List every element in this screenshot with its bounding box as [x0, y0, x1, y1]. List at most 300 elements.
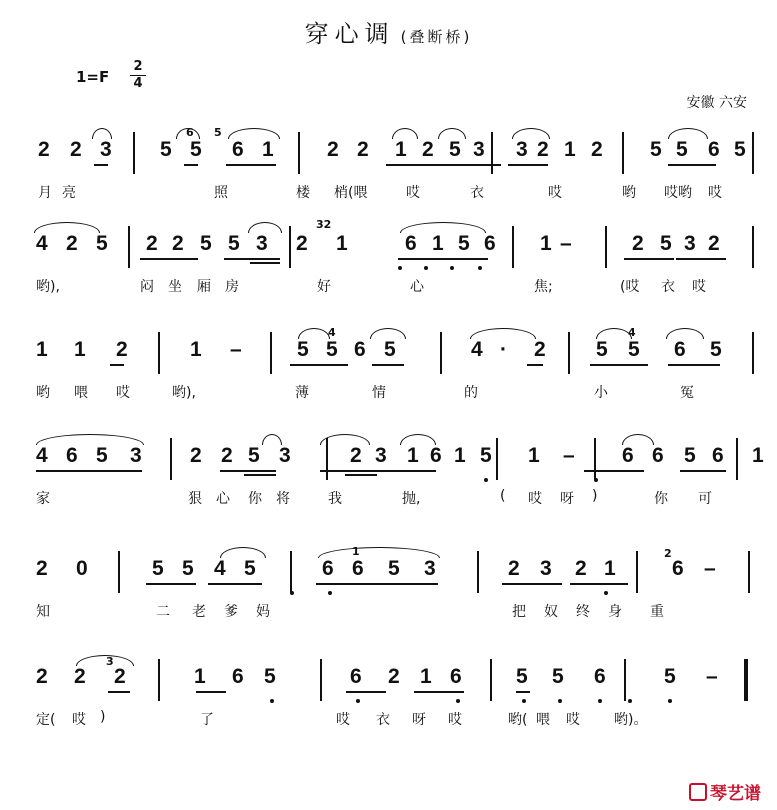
lyric-word: 的: [464, 385, 478, 401]
slur-arc: [470, 328, 536, 339]
slur-arc: [400, 222, 486, 233]
note: 5: [190, 138, 202, 161]
note: 5: [264, 665, 276, 688]
duration-underline: [316, 583, 438, 585]
final-barline: [744, 659, 748, 701]
note: –: [704, 557, 716, 580]
octave-dot: [604, 591, 608, 595]
barline: [440, 332, 442, 374]
lyric-word: 喂: [536, 712, 550, 728]
lyric-word: 奴: [544, 604, 558, 620]
lyric-word: 哎哟: [664, 185, 692, 201]
notes-line: [0, 338, 777, 378]
lyric-word: 喂: [74, 385, 88, 401]
lyric-word: 小: [594, 385, 608, 401]
note: 6: [430, 444, 442, 467]
octave-dot: [424, 266, 428, 270]
watermark: [689, 779, 761, 804]
song-origin: 安徽 六安: [686, 95, 747, 111]
duration-underline: [346, 691, 386, 693]
lyric-word: 月: [38, 185, 52, 201]
lyric-word: (: [500, 488, 506, 504]
lyric-word: ): [592, 488, 598, 504]
note: 5: [660, 232, 672, 255]
lyric-word: 心: [410, 279, 424, 295]
octave-dot: [598, 699, 602, 703]
lyric-word: 哎: [116, 385, 130, 401]
note: 6: [652, 444, 664, 467]
slur-arc: [622, 434, 654, 445]
note: 5: [200, 232, 212, 255]
notes-line: [0, 665, 777, 705]
note: –: [706, 665, 718, 688]
octave-dot: [290, 591, 294, 595]
lyric-word: 哎: [336, 712, 350, 728]
note: 5: [388, 557, 400, 580]
barline: [496, 438, 498, 480]
barline: [320, 659, 322, 701]
slur-arc: [262, 434, 282, 445]
lyric-word: 哟)。: [614, 712, 648, 728]
duration-underline: [184, 164, 198, 166]
note: 5: [710, 338, 722, 361]
octave-dot: [398, 266, 402, 270]
duration-underline: [320, 470, 436, 472]
lyric-word: 你: [654, 491, 668, 507]
duration-underline: [676, 258, 726, 260]
barline: [624, 659, 626, 701]
duration-underline: [398, 258, 488, 260]
lyric-word: 亮: [62, 185, 76, 201]
note: 2: [422, 138, 434, 161]
lyric-word: 身: [608, 604, 622, 620]
barline: [490, 659, 492, 701]
slur-arc: [318, 547, 440, 558]
barline: [491, 132, 493, 174]
slur-arc: [666, 328, 704, 339]
duration-underline: [226, 164, 276, 166]
grace-note: 4: [628, 326, 636, 339]
barline: [568, 332, 570, 374]
note: 1: [454, 444, 466, 467]
note: 5: [449, 138, 461, 161]
lyrics-line: [0, 382, 777, 404]
note: 2: [537, 138, 549, 161]
barline: [128, 226, 130, 268]
duration-underline: [196, 691, 226, 693]
lyric-word: 将: [276, 491, 290, 507]
grace-note: 4: [328, 326, 336, 339]
duration-underline: [36, 470, 142, 472]
note: 2: [575, 557, 587, 580]
lyric-word: 把: [512, 604, 526, 620]
lyric-word: 重: [650, 604, 664, 620]
lyric-word: 衣: [376, 712, 390, 728]
note: 6: [594, 665, 606, 688]
note: 6: [66, 444, 78, 467]
octave-dot: [558, 699, 562, 703]
slur-arc: [34, 222, 100, 233]
lyric-word: 定(: [36, 712, 56, 728]
note: 2: [66, 232, 78, 255]
lyric-word: 可: [698, 491, 712, 507]
lyrics-line: [0, 276, 777, 298]
title-main: 穿心调: [304, 20, 395, 48]
note: 5: [228, 232, 240, 255]
barline: [736, 438, 738, 480]
barline: [118, 551, 120, 593]
lyric-word: 哎: [566, 712, 580, 728]
duration-underline: [502, 583, 562, 585]
note: 2: [591, 138, 603, 161]
note: 5: [458, 232, 470, 255]
note: 2: [74, 665, 86, 688]
note: 3: [256, 232, 268, 255]
note: 2: [116, 338, 128, 361]
note: 5: [552, 665, 564, 688]
duration-underline: [680, 470, 726, 472]
lyric-word: 哎: [548, 185, 562, 201]
lyric-word: 狠: [188, 491, 202, 507]
barline: [270, 332, 272, 374]
note: 1: [420, 665, 432, 688]
note: 2: [296, 232, 308, 255]
slur-arc: [400, 434, 436, 445]
note: 3: [684, 232, 696, 255]
note: 6: [450, 665, 462, 688]
lyrics-line: [0, 488, 777, 510]
lyric-word: 抛,: [402, 491, 421, 507]
lyric-word: 老: [192, 604, 206, 620]
note: 5: [684, 444, 696, 467]
note: 3: [375, 444, 387, 467]
barline: [158, 659, 160, 701]
note: 2: [38, 138, 50, 161]
logo-icon: [689, 783, 707, 801]
slur-arc: [92, 128, 112, 139]
note: 1: [194, 665, 206, 688]
note: –: [563, 444, 575, 467]
lyric-word: 哎: [708, 185, 722, 201]
note: 3: [540, 557, 552, 580]
note: 6: [322, 557, 334, 580]
note: 2: [708, 232, 720, 255]
note: 1: [262, 138, 274, 161]
barline: [748, 551, 750, 593]
duration-underline: [244, 474, 276, 476]
octave-dot: [478, 266, 482, 270]
grace-note: 5: [214, 126, 222, 139]
note: 1: [564, 138, 576, 161]
barline: [752, 332, 754, 374]
octave-dot: [456, 699, 460, 703]
octave-dot: [594, 478, 598, 482]
note: 3: [100, 138, 112, 161]
lyric-word: 坐: [168, 279, 182, 295]
lyrics-line: [0, 601, 777, 623]
grace-note: 1: [352, 545, 360, 558]
note: 6: [674, 338, 686, 361]
duration-underline: [584, 470, 644, 472]
note: 1: [540, 232, 552, 255]
barline: [477, 551, 479, 593]
title-subtitle: (叠断桥): [400, 28, 473, 46]
duration-underline: [146, 583, 196, 585]
note: 5: [160, 138, 172, 161]
notes-line: [0, 138, 777, 178]
note: 1: [752, 444, 764, 467]
note: 5: [384, 338, 396, 361]
key-signature: 1=F: [76, 68, 110, 86]
lyric-word: 冤: [680, 385, 694, 401]
octave-dot: [668, 699, 672, 703]
duration-underline: [108, 691, 130, 693]
note: 2: [534, 338, 546, 361]
note: 2: [350, 444, 362, 467]
duration-underline: [516, 691, 530, 693]
slur-arc: [668, 128, 708, 139]
lyric-word: 哎: [692, 279, 706, 295]
duration-underline: [345, 474, 377, 476]
lyric-word: 衣: [470, 185, 484, 201]
duration-underline: [668, 364, 720, 366]
barline: [133, 132, 135, 174]
note: 2: [327, 138, 339, 161]
lyric-word: (哎: [620, 279, 640, 295]
note: 1: [336, 232, 348, 255]
note: –: [560, 232, 572, 255]
note: 5: [248, 444, 260, 467]
lyrics-line: [0, 709, 777, 731]
lyric-word: 哟),: [36, 279, 60, 295]
note: 2: [508, 557, 520, 580]
note: 5: [734, 138, 746, 161]
duration-underline: [624, 258, 674, 260]
slur-arc: [320, 434, 370, 445]
lyric-word: 哟: [36, 385, 50, 401]
barline: [290, 551, 292, 593]
note: 1: [432, 232, 444, 255]
note: 1: [74, 338, 86, 361]
note: 5: [326, 338, 338, 361]
note: 5: [297, 338, 309, 361]
lyric-word: 爹: [224, 604, 238, 620]
grace-note: 2: [664, 547, 672, 560]
barline: [752, 226, 754, 268]
lyric-word: 知: [36, 604, 50, 620]
note: 2: [146, 232, 158, 255]
barline: [170, 438, 172, 480]
note: 0: [76, 557, 88, 580]
note: 5: [96, 444, 108, 467]
duration-underline: [290, 364, 348, 366]
song-title: [0, 14, 777, 49]
lyric-word: 焦;: [534, 279, 553, 295]
note: 5: [516, 665, 528, 688]
note: 3: [130, 444, 142, 467]
slur-arc: [220, 547, 266, 558]
lyric-word: 我: [328, 491, 342, 507]
duration-underline: [224, 258, 280, 260]
duration-underline: [220, 470, 276, 472]
note: 6: [232, 665, 244, 688]
note: 6: [622, 444, 634, 467]
duration-underline: [208, 583, 262, 585]
octave-dot: [328, 591, 332, 595]
octave-dot: [270, 699, 274, 703]
octave-dot: [356, 699, 360, 703]
note: 5: [650, 138, 662, 161]
note: 6: [352, 557, 364, 580]
note: 3: [473, 138, 485, 161]
lyric-word: 好: [317, 279, 331, 295]
lyric-word: 终: [576, 604, 590, 620]
barline: [636, 551, 638, 593]
slur-arc: [76, 655, 134, 666]
note: 4: [36, 232, 48, 255]
duration-underline: [414, 691, 464, 693]
duration-underline: [140, 258, 198, 260]
slur-arc: [36, 434, 144, 445]
slur-arc: [512, 128, 550, 139]
lyric-word: 妈: [256, 604, 270, 620]
duration-underline: [372, 364, 404, 366]
barline: [752, 132, 754, 174]
notes-line: [0, 232, 777, 272]
note: 1: [36, 338, 48, 361]
meter-bottom: 4: [133, 76, 143, 91]
lyric-word: 情: [372, 385, 386, 401]
note: –: [230, 338, 242, 361]
note: 5: [244, 557, 256, 580]
note: 1: [395, 138, 407, 161]
note: 5: [480, 444, 492, 467]
note: 6: [232, 138, 244, 161]
duration-underline: [668, 164, 716, 166]
note: 3: [424, 557, 436, 580]
note: 6: [672, 557, 684, 580]
note: 2: [36, 665, 48, 688]
note: 4: [471, 338, 483, 361]
note: 5: [182, 557, 194, 580]
lyric-word: 了: [200, 712, 214, 728]
lyric-word: 薄: [295, 385, 309, 401]
meter-top: 2: [133, 59, 143, 74]
lyric-word: 哟(: [508, 712, 528, 728]
note: 2: [70, 138, 82, 161]
lyric-word: 楼: [296, 185, 310, 201]
lyric-word: 哎: [528, 491, 542, 507]
octave-dot: [628, 699, 632, 703]
note: 6: [405, 232, 417, 255]
note: 4: [36, 444, 48, 467]
duration-underline: [527, 364, 543, 366]
note: 6: [350, 665, 362, 688]
note: 5: [664, 665, 676, 688]
lyric-word: 心: [216, 491, 230, 507]
lyric-word: 闷: [140, 279, 154, 295]
octave-dot: [484, 478, 488, 482]
note: 2: [114, 665, 126, 688]
lyric-word: 哎: [72, 712, 86, 728]
slur-arc: [370, 328, 406, 339]
note: 6: [484, 232, 496, 255]
lyric-word: 厢: [197, 279, 211, 295]
note: 2: [357, 138, 369, 161]
note: 5: [596, 338, 608, 361]
lyric-word: 呀: [560, 491, 574, 507]
note: 6: [712, 444, 724, 467]
lyric-word: 家: [36, 491, 50, 507]
notes-line: [0, 444, 777, 484]
slur-arc: [298, 328, 330, 339]
barline: [594, 438, 596, 480]
note: 1: [407, 444, 419, 467]
time-signature: [130, 60, 146, 91]
barline: [512, 226, 514, 268]
note: 2: [221, 444, 233, 467]
notes-line: [0, 557, 777, 597]
grace-note: 3: [106, 655, 114, 668]
barline: [289, 226, 291, 268]
note: 5: [152, 557, 164, 580]
note: 4: [214, 557, 226, 580]
note: 5: [96, 232, 108, 255]
lyric-word: 哎: [406, 185, 420, 201]
slur-arc: [248, 222, 282, 233]
note: 3: [516, 138, 528, 161]
slur-arc: [392, 128, 418, 139]
lyric-word: 哟),: [172, 385, 196, 401]
barline: [158, 332, 160, 374]
watermark-text: 琴艺谱: [710, 784, 761, 804]
lyric-word: 你: [248, 491, 262, 507]
note: 2: [632, 232, 644, 255]
note: 2: [388, 665, 400, 688]
duration-underline: [250, 262, 280, 264]
duration-underline: [110, 364, 124, 366]
duration-underline: [94, 164, 108, 166]
duration-underline: [386, 164, 501, 166]
note: 5: [628, 338, 640, 361]
lyric-word: 梢(喂: [334, 185, 368, 201]
lyric-word: 哎: [448, 712, 462, 728]
barline: [298, 132, 300, 174]
lyric-word: 房: [225, 279, 239, 295]
lyric-word: 衣: [661, 279, 675, 295]
note: ·: [500, 338, 507, 361]
grace-note: 6: [186, 126, 194, 139]
lyric-word: ): [100, 709, 106, 725]
note: 5: [676, 138, 688, 161]
note: 2: [172, 232, 184, 255]
note: 6: [354, 338, 366, 361]
lyric-word: 二: [156, 604, 170, 620]
note: 1: [190, 338, 202, 361]
note: 1: [604, 557, 616, 580]
slur-arc: [596, 328, 632, 339]
lyric-word: 照: [214, 185, 228, 201]
note: 1: [528, 444, 540, 467]
octave-dot: [522, 699, 526, 703]
duration-underline: [570, 583, 628, 585]
note: 6: [708, 138, 720, 161]
lyric-word: 呀: [412, 712, 426, 728]
slur-arc: [228, 128, 280, 139]
note: 3: [279, 444, 291, 467]
note: 2: [190, 444, 202, 467]
lyrics-line: [0, 182, 777, 204]
